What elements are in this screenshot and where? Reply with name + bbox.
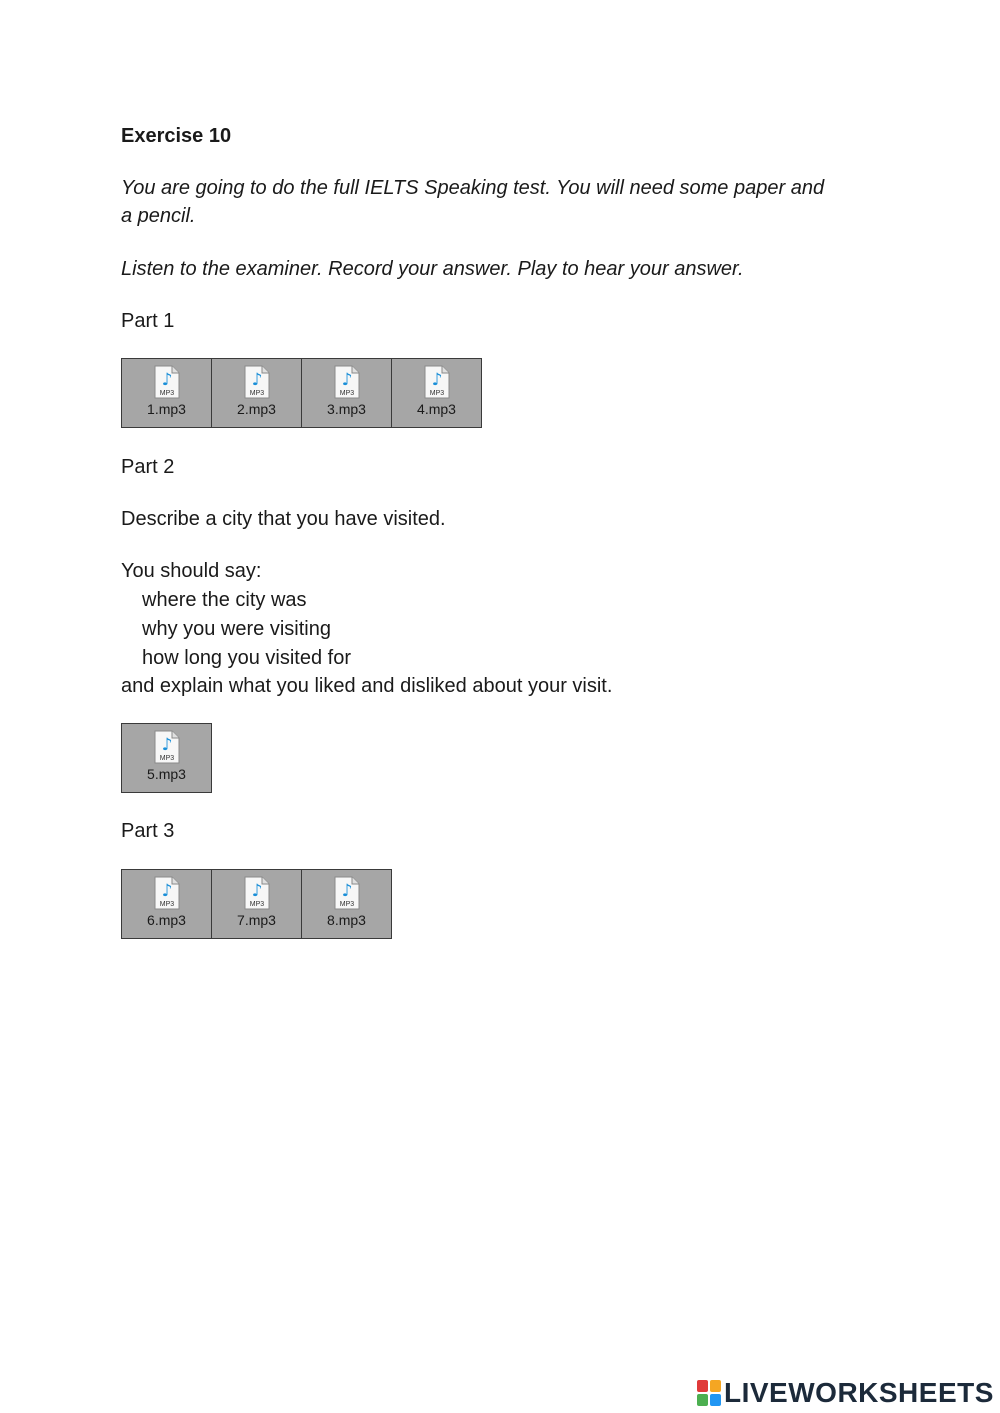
- audio-file-2[interactable]: [212, 359, 302, 427]
- audio-file-1[interactable]: [122, 359, 212, 427]
- should-say-label: You should say:: [121, 560, 262, 582]
- mp3-file-icon: [152, 730, 182, 764]
- instruction-line-2: a pencil.: [121, 205, 196, 227]
- music-note-icon: ♪: [341, 370, 352, 390]
- mp3-file-icon: [242, 365, 272, 399]
- mp3-caption: MP3: [159, 390, 174, 397]
- part-3-heading: Part 3: [121, 820, 175, 842]
- instruction-line-3: Listen to the examiner. Record your answer. Play to hear your answer.: [121, 258, 744, 280]
- mp3-file-icon: [242, 876, 272, 910]
- mp3-file-icon: [332, 365, 362, 399]
- liveworksheets-logo-icon: [697, 1380, 721, 1406]
- file-fold-shape: [442, 366, 449, 373]
- audio-file-label: 7.mp3: [237, 912, 276, 928]
- mp3-caption: MP3: [339, 901, 354, 908]
- logo-square-green: [697, 1394, 708, 1406]
- file-fold-shape: [352, 877, 359, 884]
- audio-file-label: 6.mp3: [147, 912, 186, 928]
- instruction-line-1: You are going to do the full IELTS Speaking test. You will need some paper and: [121, 177, 825, 199]
- audio-file-7[interactable]: [212, 870, 302, 938]
- music-note-icon: ♪: [251, 370, 262, 390]
- audio-file-label: 4.mp3: [417, 401, 456, 417]
- mp3-caption: MP3: [159, 901, 174, 908]
- part-2-prompt: Describe a city that you have visited.: [121, 508, 446, 530]
- part-2-audio-files: [121, 723, 212, 793]
- audio-file-4[interactable]: [392, 359, 481, 427]
- part-3-audio-files: [121, 869, 392, 939]
- liveworksheets-brand[interactable]: [697, 1377, 994, 1409]
- mp3-caption: MP3: [249, 390, 264, 397]
- file-fold-shape: [262, 366, 269, 373]
- brand-name: LIVEWORKSHEETS: [724, 1377, 994, 1408]
- logo-square-red: [697, 1380, 708, 1392]
- page-title: Exercise 10: [121, 125, 232, 147]
- music-note-icon: ♪: [431, 370, 442, 390]
- file-fold-shape: [352, 366, 359, 373]
- music-note-icon: ♪: [161, 881, 172, 901]
- part-1-heading: Part 1: [121, 310, 175, 332]
- audio-file-label: 5.mp3: [147, 766, 186, 782]
- part-2-closing: and explain what you liked and disliked about your visit.: [121, 675, 613, 697]
- bullet-item: how long you visited for: [142, 647, 352, 669]
- mp3-file-icon: [332, 876, 362, 910]
- audio-file-label: 2.mp3: [237, 401, 276, 417]
- part-1-audio-files: [121, 358, 482, 428]
- music-note-icon: ♪: [341, 881, 352, 901]
- audio-file-8[interactable]: [302, 870, 391, 938]
- file-fold-shape: [262, 877, 269, 884]
- bullet-item: where the city was: [142, 589, 307, 611]
- mp3-caption: MP3: [339, 390, 354, 397]
- logo-square-orange: [710, 1380, 721, 1392]
- mp3-caption: MP3: [429, 390, 444, 397]
- bullet-item: why you were visiting: [142, 618, 331, 640]
- music-note-icon: ♪: [161, 370, 172, 390]
- audio-file-label: 3.mp3: [327, 401, 366, 417]
- mp3-file-icon: [152, 876, 182, 910]
- audio-file-5[interactable]: [122, 724, 211, 792]
- music-note-icon: ♪: [161, 735, 172, 755]
- audio-file-label: 8.mp3: [327, 912, 366, 928]
- audio-file-6[interactable]: [122, 870, 212, 938]
- audio-file-label: 1.mp3: [147, 401, 186, 417]
- mp3-caption: MP3: [159, 755, 174, 762]
- logo-square-blue: [710, 1394, 721, 1406]
- music-note-icon: ♪: [251, 881, 262, 901]
- mp3-file-icon: [422, 365, 452, 399]
- audio-file-3[interactable]: [302, 359, 392, 427]
- part-2-heading: Part 2: [121, 456, 175, 478]
- mp3-file-icon: [152, 365, 182, 399]
- mp3-caption: MP3: [249, 901, 264, 908]
